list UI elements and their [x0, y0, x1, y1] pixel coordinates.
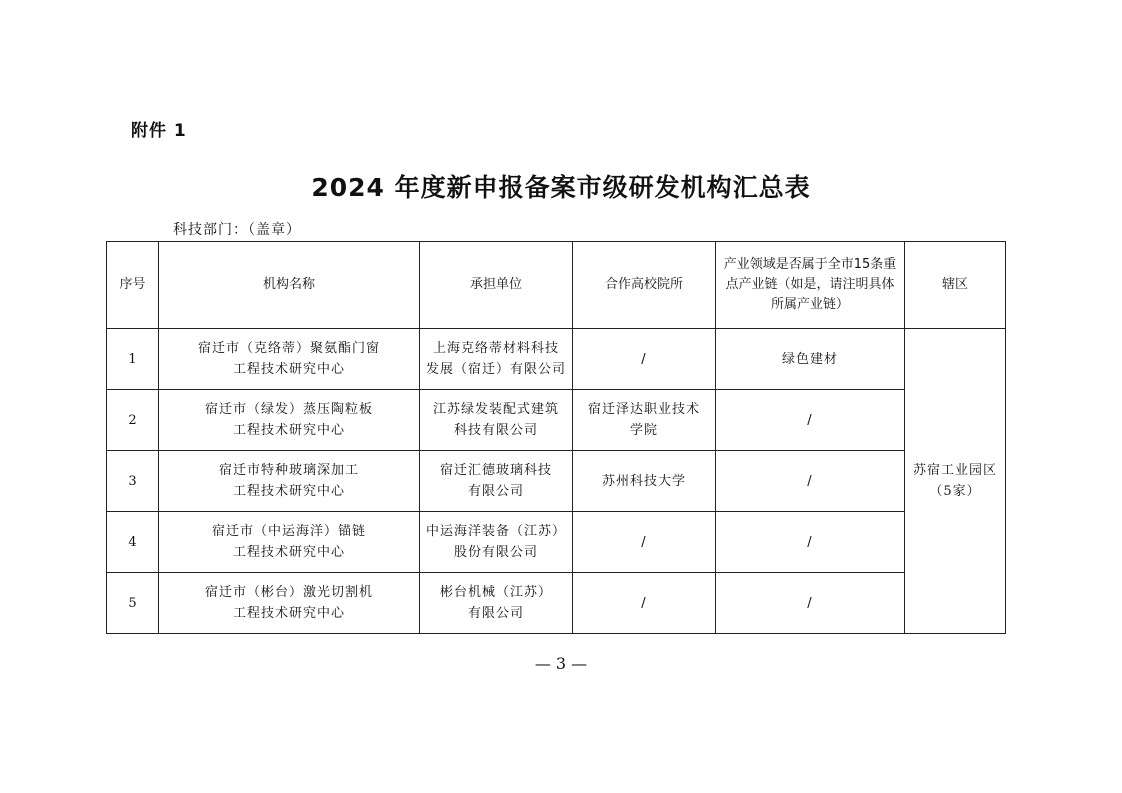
- table-header-row: [107, 242, 1006, 329]
- cell-line: 科技有限公司: [453, 423, 538, 438]
- cell-line: /: [807, 595, 813, 611]
- cell-college: [573, 390, 716, 451]
- header-unit: 承担单位: [420, 242, 573, 329]
- cell-line: 宿迁市（彬台）激光切割机: [204, 585, 373, 600]
- cell-line: 苏宿工业园区: [912, 463, 997, 478]
- cell-seq: 1: [107, 329, 159, 390]
- cell-unit: [420, 512, 573, 573]
- cell-line: /: [807, 534, 813, 550]
- cell-industry: [716, 329, 905, 390]
- cell-line: 工程技术研究中心: [232, 545, 345, 560]
- cell-line: 上海克络蒂材料科技: [432, 341, 559, 356]
- header-industry-line: 产业领域是否属于全市15条重: [723, 257, 897, 272]
- header-org-name: 机构名称: [159, 242, 420, 329]
- table-row: [107, 451, 1006, 512]
- cell-line: /: [641, 351, 647, 367]
- document-title: 2024 年度新申报备案市级研发机构汇总表: [311, 173, 811, 202]
- cell-industry: [716, 573, 905, 634]
- cell-line: 工程技术研究中心: [232, 362, 345, 377]
- cell-line: 学院: [629, 423, 658, 438]
- page-number: — 3 —: [534, 654, 588, 673]
- cell-line: 宿迁市（克络蒂）聚氨酯门窗: [197, 341, 380, 356]
- cell-college: [573, 512, 716, 573]
- table-row: [107, 512, 1006, 573]
- cell-college: [573, 573, 716, 634]
- table-row: [107, 329, 1006, 390]
- cell-unit: [420, 451, 573, 512]
- cell-industry: [716, 390, 905, 451]
- cell-line: 宿迁汇德玻璃科技: [439, 463, 552, 478]
- cell-line: 发展（宿迁）有限公司: [425, 362, 566, 377]
- header-industry: [716, 242, 905, 329]
- cell-org-name: [159, 329, 420, 390]
- cell-line: 工程技术研究中心: [232, 484, 345, 499]
- cell-district-merged: [905, 329, 1006, 634]
- cell-line: 江苏绿发装配式建筑: [432, 402, 559, 417]
- cell-line: 彬台机械（江苏）: [439, 585, 552, 600]
- cell-line: 绿色建材: [781, 351, 838, 367]
- summary-table: [106, 241, 1006, 634]
- cell-seq: 5: [107, 573, 159, 634]
- cell-org-name: [159, 573, 420, 634]
- cell-college: [573, 451, 716, 512]
- cell-line: 中运海洋装备（江苏）: [425, 524, 566, 539]
- cell-line: （5家）: [929, 484, 981, 499]
- cell-line: /: [807, 473, 813, 489]
- department-stamp-line: 科技部门：（盖章）: [173, 222, 301, 238]
- cell-unit: [420, 390, 573, 451]
- table-row: [107, 390, 1006, 451]
- cell-line: /: [641, 595, 647, 611]
- cell-seq: 3: [107, 451, 159, 512]
- cell-org-name: [159, 451, 420, 512]
- cell-org-name: [159, 512, 420, 573]
- cell-unit: [420, 573, 573, 634]
- attachment-label: 附件 1: [131, 121, 187, 141]
- header-industry-line: 点产业链（如是，请注明具体: [725, 277, 895, 292]
- cell-line: 有限公司: [467, 606, 524, 621]
- cell-org-name: [159, 390, 420, 451]
- header-industry-line: 所属产业链）: [770, 297, 849, 312]
- cell-seq: 4: [107, 512, 159, 573]
- cell-line: 宿迁市（绿发）蒸压陶粒板: [204, 402, 373, 417]
- cell-college: [573, 329, 716, 390]
- cell-line: 宿迁市（中运海洋）锚链: [211, 524, 366, 539]
- cell-line: 有限公司: [467, 484, 524, 499]
- cell-seq: 2: [107, 390, 159, 451]
- cell-unit: [420, 329, 573, 390]
- cell-line: 工程技术研究中心: [232, 606, 345, 621]
- cell-line: 工程技术研究中心: [232, 423, 345, 438]
- cell-line: /: [807, 412, 813, 428]
- cell-line: 宿迁泽达职业技术: [587, 402, 700, 417]
- cell-line: 宿迁市特种玻璃深加工: [218, 463, 359, 478]
- cell-line: 股份有限公司: [453, 545, 538, 560]
- cell-line: /: [641, 534, 647, 550]
- cell-industry: [716, 451, 905, 512]
- cell-industry: [716, 512, 905, 573]
- header-college: 合作高校院所: [573, 242, 716, 329]
- table-row: [107, 573, 1006, 634]
- header-district: 辖区: [905, 242, 1006, 329]
- cell-line: 苏州科技大学: [601, 473, 686, 489]
- header-seq: 序号: [107, 242, 159, 329]
